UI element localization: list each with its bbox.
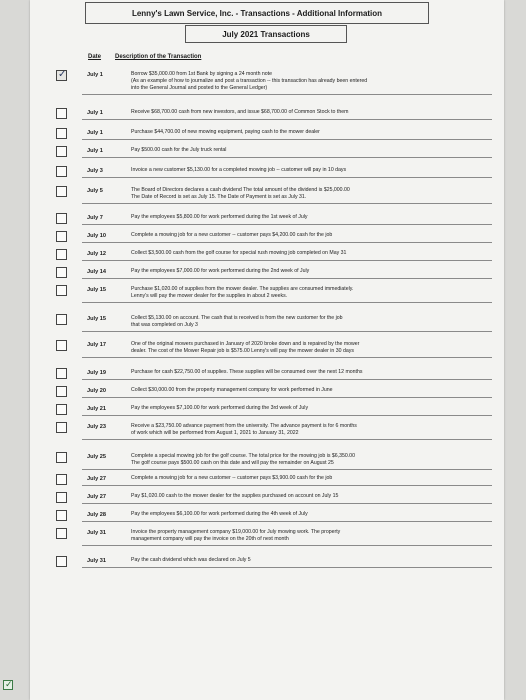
transaction-checkbox[interactable] (56, 108, 67, 119)
description-line: Pay the cash dividend which was declared on July 5 (131, 557, 251, 563)
transaction-description (131, 475, 481, 482)
transaction-date: July 3 (87, 168, 103, 174)
description-line: Pay $500.00 cash for the July truck rental (131, 147, 227, 153)
transaction-checkbox[interactable] (56, 528, 67, 539)
description-line: of work which will be performed from August 1, 2021 to January 31, 2022 (131, 430, 299, 436)
transaction-description (131, 167, 481, 174)
transaction-checkbox[interactable] (56, 510, 67, 521)
transaction-checkbox[interactable] (56, 368, 67, 379)
transaction-date: July 12 (87, 251, 106, 257)
row-divider (82, 94, 492, 95)
description-line: Lenny's will pay the mower dealer for the supplies in about 2 weeks. (131, 293, 288, 299)
transaction-description (131, 557, 481, 564)
row-divider (82, 469, 492, 470)
row-divider (82, 224, 492, 225)
transaction-description (131, 268, 481, 275)
description-line: Receive a $23,750.00 advance payment from the university. The advance payment is for 6 months (131, 423, 357, 429)
description-line: dealer. The cost of the Mower Repair job is $575.00 Lenny's will pay the mower dealer in 30 days (131, 348, 354, 354)
description-line: Pay $1,020.00 cash to the mower dealer for the supplies purchased on account on July 15 (131, 493, 339, 499)
description-line: Collect $5,130.00 on account. The cash that is received is from the new customer for the job (131, 315, 343, 321)
description-line: The golf course pays $500.00 cash on this date and will pay the remainder on August 25 (131, 460, 334, 466)
description-line: Pay the employees $6,100.00 for work performed during the 4th week of July (131, 511, 308, 517)
transaction-date: July 1 (87, 110, 103, 116)
transaction-date: July 25 (87, 454, 106, 460)
row-divider (82, 242, 492, 243)
description-line: Pay the employees $5,800.00 for work performed during the 1st week of July (131, 214, 308, 220)
transaction-description (131, 187, 481, 201)
transaction-checkbox[interactable] (56, 314, 67, 325)
transaction-checkbox[interactable] (56, 386, 67, 397)
transaction-checkbox[interactable] (56, 231, 67, 242)
row-divider (82, 379, 492, 380)
transaction-checkbox[interactable] (56, 474, 67, 485)
row-divider (82, 567, 492, 568)
row-divider (82, 503, 492, 504)
description-line: Borrow $35,000.00 from 1st Bank by signing a 24 month note (131, 71, 273, 77)
transaction-date: July 31 (87, 530, 106, 536)
transaction-description (131, 423, 481, 437)
row-divider (82, 397, 492, 398)
transaction-date: July 28 (87, 512, 106, 518)
transaction-date: July 31 (87, 558, 106, 564)
transaction-description (131, 71, 481, 92)
transaction-date: July 5 (87, 188, 103, 194)
transaction-description (131, 286, 481, 300)
description-line: Invoice a new customer $5,130.00 for a completed mowing job -- customer will pay in 10 days (131, 167, 347, 173)
transaction-checkbox[interactable] (56, 267, 67, 278)
description-line: Pay the employees $7,100.00 for work performed during the 3rd week of July (131, 405, 309, 411)
sheet-subtitle: July 2021 Transactions (185, 25, 347, 43)
transaction-date: July 1 (87, 130, 103, 136)
description-line: Complete a mowing job for a new customer -- customer pays $4,200.00 cash for the job (131, 232, 333, 238)
description-line: Purchase for cash $22,750.00 of supplies. These supplies will be consumed over the next 12 months (131, 369, 363, 375)
row-divider (82, 302, 492, 303)
row-divider (82, 415, 492, 416)
description-line: into the General Journal and posted to the General Ledger) (131, 85, 268, 91)
transaction-checkbox[interactable] (56, 492, 67, 503)
description-line: Collect $30,000.00 from the property management company for work performed in June (131, 387, 333, 393)
transaction-description (131, 315, 481, 329)
description-line: The Board of Directors declares a cash dividend The total amount of the dividend is $25,000.00 (131, 187, 350, 193)
transaction-checkbox[interactable] (56, 213, 67, 224)
transaction-checkbox[interactable] (56, 340, 67, 351)
row-divider (82, 139, 492, 140)
row-divider (82, 331, 492, 332)
transaction-description (131, 453, 481, 467)
transaction-date: July 27 (87, 494, 106, 500)
check-icon: ✓ (58, 69, 67, 80)
transaction-description (131, 109, 481, 116)
description-line: One of the original mowers purchased in January of 2020 broke down and is repaired by the mower (131, 341, 360, 347)
row-divider (82, 439, 492, 440)
row-divider (82, 177, 492, 178)
transaction-description (131, 529, 481, 543)
row-divider (82, 119, 492, 120)
row-divider (82, 278, 492, 279)
transaction-checkbox[interactable] (56, 186, 67, 197)
transaction-date: July 20 (87, 388, 106, 394)
transaction-date: July 19 (87, 370, 106, 376)
check-icon: ✓ (5, 679, 13, 689)
description-line: Purchase $1,020.00 of supplies from the mower dealer. The supplies are consumed immediately. (131, 286, 354, 292)
description-line: Purchase $44,700.00 of new mowing equipment, paying cash to the mower dealer (131, 129, 320, 135)
transaction-date: July 27 (87, 476, 106, 482)
page-checkbox[interactable] (3, 680, 13, 690)
description-line: The Date of Record is set as July 15. The Date of Payment is set as July 31. (131, 194, 307, 200)
description-line: Complete a special mowing job for the golf course. The total price for the mowing job is $6,350.00 (131, 453, 355, 459)
description-line: that was completed on July 3 (131, 322, 198, 328)
transaction-description (131, 250, 481, 257)
description-line: Pay the employees $7,000.00 for work performed during the 2nd week of July (131, 268, 310, 274)
transaction-date: July 21 (87, 406, 106, 412)
transaction-date: July 17 (87, 342, 106, 348)
transaction-description (131, 369, 481, 376)
description-line: Complete a mowing job for a new customer -- customer pays $3,900.00 cash for the job (131, 475, 333, 481)
transaction-date: July 15 (87, 316, 106, 322)
transaction-date: July 1 (87, 72, 103, 78)
transaction-description (131, 511, 481, 518)
transaction-description (131, 387, 481, 394)
row-divider (82, 357, 492, 358)
transaction-description (131, 214, 481, 221)
transaction-checkbox[interactable] (56, 404, 67, 415)
transaction-checkbox[interactable] (56, 146, 67, 157)
row-divider (82, 260, 492, 261)
description-line: Receive $68,700.00 cash from new investors, and issue $68,700.00 of Common Stock to them (131, 109, 349, 115)
transaction-description (131, 147, 481, 154)
transaction-date: July 14 (87, 269, 106, 275)
transaction-checkbox[interactable] (56, 128, 67, 139)
transaction-date: July 7 (87, 215, 103, 221)
row-divider (82, 521, 492, 522)
description-column-header: Description of the Transaction (115, 54, 202, 60)
row-divider (82, 157, 492, 158)
transaction-date: July 1 (87, 148, 103, 154)
transaction-checkbox[interactable] (56, 556, 67, 567)
description-line: Collect $3,500.00 cash from the golf course for special rush mowing job completed on May 31 (131, 250, 347, 256)
transaction-date: July 23 (87, 424, 106, 430)
transaction-description (131, 341, 481, 355)
description-line: management company will pay the invoice on the 20th of next month (131, 536, 289, 542)
transaction-description (131, 405, 481, 412)
row-divider (82, 203, 492, 204)
transaction-checkbox[interactable] (56, 285, 67, 296)
transaction-date: July 10 (87, 233, 106, 239)
sheet-title: Lenny's Lawn Service, Inc. - Transactions - Additional Information (85, 2, 429, 24)
row-divider (82, 545, 492, 546)
transaction-description (131, 129, 481, 136)
transaction-description (131, 232, 481, 239)
transaction-description (131, 493, 481, 500)
row-divider (82, 485, 492, 486)
description-line: Invoice the property management company $19,000.00 for July mowing work. The property (131, 529, 341, 535)
date-column-header: Date (88, 54, 102, 60)
transaction-date: July 15 (87, 287, 106, 293)
transaction-checkbox[interactable] (56, 70, 67, 81)
transaction-checkbox[interactable] (56, 166, 67, 177)
transaction-checkbox[interactable] (56, 422, 67, 433)
transaction-checkbox[interactable] (56, 452, 67, 463)
description-line: (As an example of how to journalize and post a transaction -- this transaction has already been entered (131, 78, 368, 84)
transaction-checkbox[interactable] (56, 249, 67, 260)
